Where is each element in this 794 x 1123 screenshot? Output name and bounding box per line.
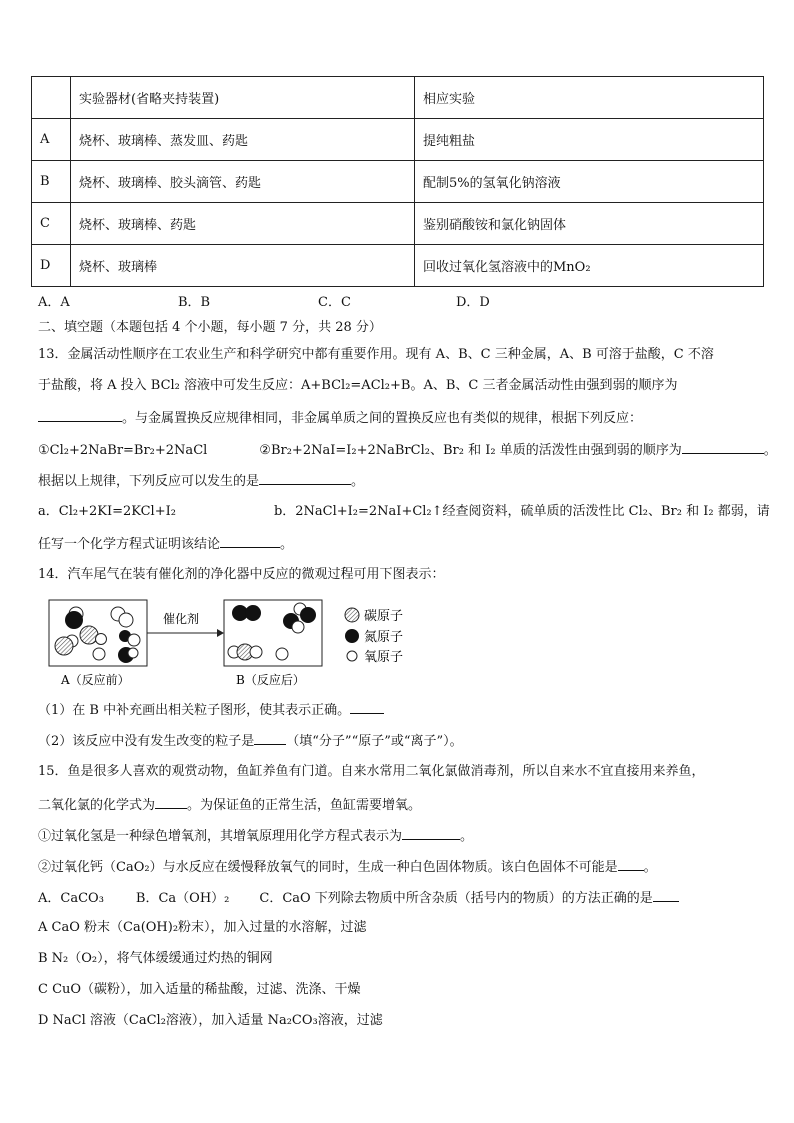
table-cell: 烧杯、玻璃棒、蒸发皿、药匙: [71, 119, 415, 161]
answer-blank[interactable]: [653, 888, 679, 902]
q13-text: 根据以上规律，下列反应可以发生的是: [38, 474, 260, 489]
answer-blank[interactable]: [220, 534, 280, 548]
table-header-experiment: 相应实验: [415, 77, 764, 119]
answer-blank[interactable]: [254, 731, 286, 745]
q15-line4: [38, 857, 657, 877]
q15-choice-b: B N₂（O₂），将气体缓缓通过灼热的铜网: [38, 951, 273, 966]
reaction-b: b．2NaCl+I₂=2NaI+Cl₂↑经查阅资料，硫单质的活泼性比 Cl₂、Br₂ 和 I₂ 都弱，请: [273, 504, 770, 519]
q15-option-b: B．Ca（OH）₂: [135, 891, 230, 906]
q12-option-d: D．D: [456, 295, 490, 310]
q12-option-a: A．A: [38, 295, 70, 310]
q13-line6: [38, 503, 770, 521]
q14-sub1: [38, 700, 384, 720]
table-cell: 配制5%的氢氧化钠溶液: [415, 161, 764, 203]
table-row: [32, 161, 764, 203]
q13-text: 任写一个化学方程式证明该结论: [38, 537, 221, 552]
arrow-head: [217, 629, 224, 637]
table-cell: C: [32, 203, 71, 245]
q12-option-b: B．B: [178, 295, 211, 310]
q15-choice-a: A CaO 粉末（Ca(OH)₂粉末），加入过量的水溶解，过滤: [38, 920, 367, 935]
q15-text: 。: [643, 860, 657, 875]
legend-carbon: 碳原子: [364, 609, 404, 624]
q15-text: 二氧化氯的化学式为: [38, 798, 156, 813]
table-row: [32, 203, 764, 245]
q12-option-c: C．C: [318, 295, 351, 310]
answer-blank[interactable]: [402, 826, 460, 840]
table-header-row: [32, 77, 764, 119]
oxygen-atom-icon: [347, 651, 357, 661]
q14-text: （2）该反应中没有发生改变的粒子是: [38, 734, 255, 749]
q15-line2: [38, 795, 421, 815]
q15-line5: [38, 888, 679, 908]
q12-options: [38, 294, 490, 312]
reaction-2: ②Br₂+2NaI=I₂+2NaBrCl₂、Br₂ 和 I₂ 单质的活泼性由强到弱的顺序为: [259, 443, 682, 458]
q15-option-a: A．CaCO₃: [38, 891, 104, 906]
q15-line3: [38, 826, 473, 846]
q15-text: 。: [460, 829, 474, 844]
q13-line7: [38, 534, 293, 554]
table-cell: A: [32, 119, 71, 161]
q14-sub2: [38, 731, 463, 751]
legend: [345, 608, 403, 665]
reaction-diagram: [46, 596, 446, 692]
section-title: 二、填空题（本题包括 4 个小题，每小题 7 分，共 28 分）: [38, 320, 382, 335]
catalyst-label: 催化剂: [163, 612, 200, 626]
reaction-1: ①Cl₂+2NaBr=Br₂+2NaCl: [38, 443, 208, 458]
q15-option-c: C．CaO 下列除去物质中所含杂质（括号内的物质）的方法正确的是: [259, 891, 653, 906]
q13-text: 。与金属置换反应规律相同，非金属单质之间的置换反应也有类似的规律，根据下列反应：: [122, 411, 643, 426]
table-cell: 鉴别硝酸铵和氯化钠固体: [415, 203, 764, 245]
label-before: A（反应前）: [61, 673, 130, 687]
answer-blank[interactable]: [682, 440, 764, 454]
table-row: [32, 245, 764, 287]
q13-text: 。: [351, 474, 365, 489]
answer-blank[interactable]: [38, 408, 122, 422]
table-cell: 提纯粗盐: [415, 119, 764, 161]
table-cell: 烧杯、玻璃棒: [71, 245, 415, 287]
q15-text: ①过氧化氢是一种绿色增氧剂，其增氧原理用化学方程式表示为: [38, 829, 403, 844]
q14-text: （填“分子”“原子”或“离子”）。: [286, 734, 463, 749]
answer-blank[interactable]: [155, 795, 187, 809]
equipment-table: [31, 76, 764, 287]
q15-text: ②过氧化钙（CaO₂）与水反应在缓慢释放氧气的同时，生成一种白色固体物质。该白色固体不可能是: [38, 860, 618, 875]
carbon-atom-icon: [345, 608, 359, 622]
legend-oxygen: 氧原子: [364, 650, 404, 665]
q15-choice-c: C CuO（碳粉），加入适量的稀盐酸，过滤、洗涤、干燥: [38, 982, 361, 997]
legend-nitrogen: 氮原子: [364, 630, 404, 645]
answer-blank[interactable]: [259, 471, 351, 485]
table-row: [32, 119, 764, 161]
table-cell: D: [32, 245, 71, 287]
table-cell: B: [32, 161, 71, 203]
answer-blank[interactable]: [618, 857, 644, 871]
table-cell: 烧杯、玻璃棒、药匙: [71, 203, 415, 245]
q13-text: 。: [763, 443, 777, 458]
nitrogen-atom-icon: [345, 629, 359, 643]
table-cell: 烧杯、玻璃棒、胶头滴管、药匙: [71, 161, 415, 203]
q13-line2: 于盐酸，将 A 投入 BCl₂ 溶液中可发生反应：A+BCl₂=ACl₂+B。A、B、C 三者金属活动性由强到弱的顺序为: [38, 378, 678, 393]
q13-line3: [38, 408, 642, 428]
table-cell: 回收过氧化氢溶液中的MnO₂: [415, 245, 764, 287]
label-after: B（反应后）: [236, 673, 305, 687]
q13-line4: [38, 440, 777, 460]
q15-choice-d: D NaCl 溶液（CaCl₂溶液），加入适量 Na₂CO₃溶液，过滤: [38, 1013, 383, 1028]
q13-line1: 13．金属活动性顺序在工农业生产和科学研究中都有重要作用。现有 A、B、C 三种金属，A、B 可溶于盐酸，C 不溶: [38, 347, 714, 362]
answer-blank[interactable]: [350, 700, 384, 714]
q14-stem: 14．汽车尾气在装有催化剂的净化器中反应的微观过程可用下图表示：: [38, 567, 445, 582]
table-cell: [32, 77, 71, 119]
q14-text: （1）在 B 中补充画出相关粒子图形，使其表示正确。: [38, 703, 351, 718]
q15-line1: 15．鱼是很多人喜欢的观赏动物，鱼缸养鱼有门道。自来水常用二氧化氯做消毒剂，所以自来水不宜直接用来养鱼，: [38, 764, 705, 779]
q13-line5: [38, 471, 364, 491]
q13-text: 。: [280, 537, 294, 552]
table-header-equipment: 实验器材(省略夹持装置): [71, 77, 415, 119]
q15-text: 。为保证鱼的正常生活，鱼缸需要增氧。: [187, 798, 422, 813]
reaction-a: a．Cl₂+2KI=2KCl+I₂: [38, 504, 176, 519]
